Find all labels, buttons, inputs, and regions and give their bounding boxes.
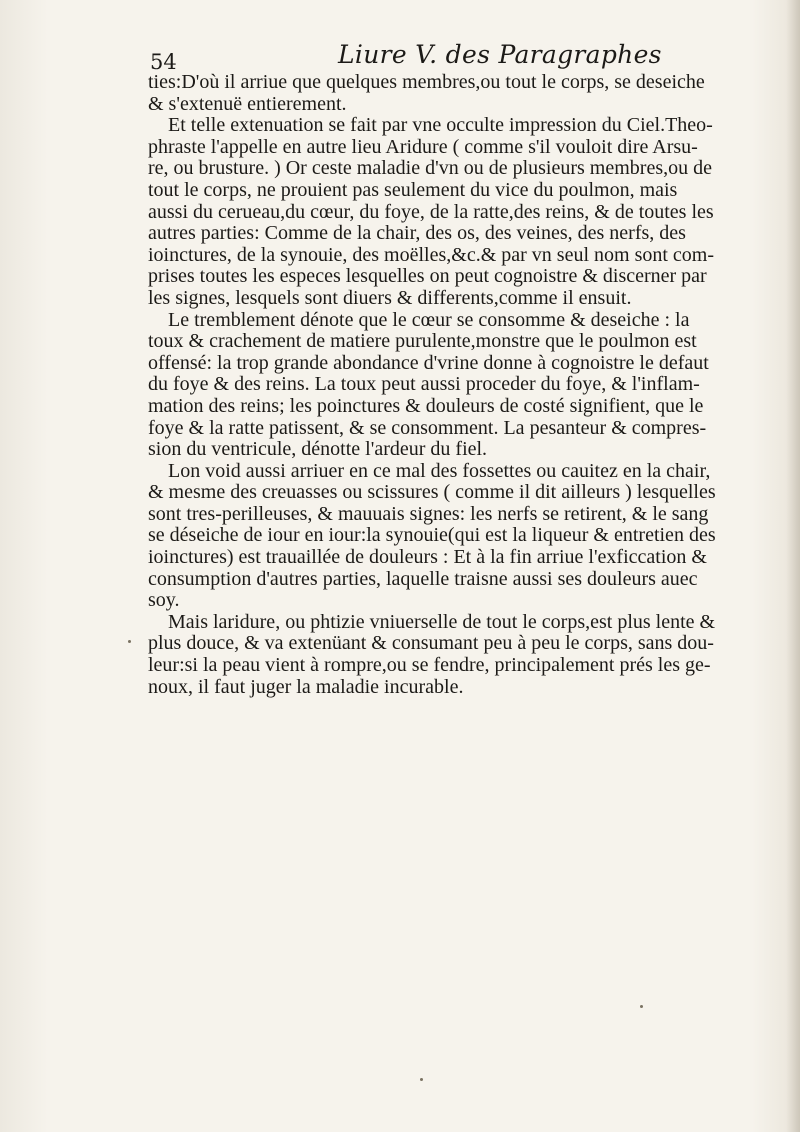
text-line: Et telle extenuation se fait par vne occulte impression du Ciel.Theo- (168, 115, 713, 137)
body-text (148, 72, 770, 698)
text-line: sion du ventricule, dénotte l'ardeur du fiel. (148, 439, 488, 461)
text-line: ties:D'où il arriue que quelques membres,ou tout le corps, se deseiche (148, 72, 705, 93)
text-line: tout le corps, ne prouient pas seulement du vice du poulmon, mais (148, 179, 678, 201)
text-line: ioinctures) est trauaillée de douleurs : Et à la fin arriue l'exficcation & (148, 547, 707, 569)
paper-speck (420, 1078, 423, 1081)
text-line: Mais laridure, ou phtizie vniuerselle de tout le corps,est plus lente & (168, 611, 716, 633)
text-line: & s'extenuë entierement. (148, 93, 347, 115)
text-line: aussi du cerueau,du cœur, du foye, de la ratte,des reins, & de toutes les (148, 201, 714, 223)
text-line: prises toutes les especes lesquelles on peut cognoistre & discerner par (148, 266, 707, 288)
running-head: Liure V. des Paragraphes (338, 40, 662, 69)
text-line: autres parties: Comme de la chair, des os, des veines, des nerfs, des (148, 223, 686, 245)
paper-speck (640, 1005, 643, 1008)
text-line: soy. (148, 590, 180, 612)
text-line: se déseiche de iour en iour:la synouie(qui est la liqueur & entretien des (148, 525, 716, 547)
text-line: noux, il faut juger la maladie incurable. (148, 676, 464, 698)
text-line: du foye & des reins. La toux peut aussi proceder du foye, & l'inflam- (148, 374, 700, 396)
text-line: ioinctures, de la synouie, des moëlles,&c.& par vn seul nom sont com- (148, 244, 714, 266)
text-line: les signes, lesquels sont diuers & differents,comme il ensuit. (148, 287, 632, 309)
paper-speck (128, 640, 131, 643)
page-edge-shadow (786, 0, 800, 1132)
text-line: Lon void aussi arriuer en ce mal des fossettes ou cauitez en la chair, (168, 460, 711, 482)
text-line: sont tres-perilleuses, & mauuais signes: les nerfs se retirent, & le sang (148, 503, 709, 525)
text-line: & mesme des creuasses ou scissures ( comme il dit ailleurs ) lesquelles (148, 482, 716, 504)
text-line: toux & crachement de matiere purulente,monstre que le poulmon est (148, 331, 697, 353)
text-line: Le tremblement dénote que le cœur se consomme & deseiche : la (168, 309, 690, 331)
page-number: 54 (150, 50, 177, 74)
text-line: re, ou brusture. ) Or ceste maladie d'vn ou de plusieurs membres,ou de (148, 158, 712, 180)
text-line: plus douce, & va extenüant & consumant peu à peu le corps, sans dou- (148, 633, 714, 655)
text-line: mation des reins; les poinctures & douleurs de costé signifient, que le (148, 395, 704, 417)
text-line: consumption d'autres parties, laquelle traisne aussi ses douleurs auec (148, 568, 698, 590)
text-line: offensé: la trop grande abondance d'vrine donne à cognoistre le defaut (148, 352, 709, 374)
text-line: leur:si la peau vient à rompre,ou se fendre, principalement prés les ge- (148, 655, 711, 677)
text-line: phraste l'appelle en autre lieu Aridure ( comme s'il vouloit dire Arsu- (148, 136, 698, 158)
text-line: foye & la ratte patissent, & se consomment. La pesanteur & compres- (148, 417, 707, 439)
page-header (150, 40, 710, 76)
